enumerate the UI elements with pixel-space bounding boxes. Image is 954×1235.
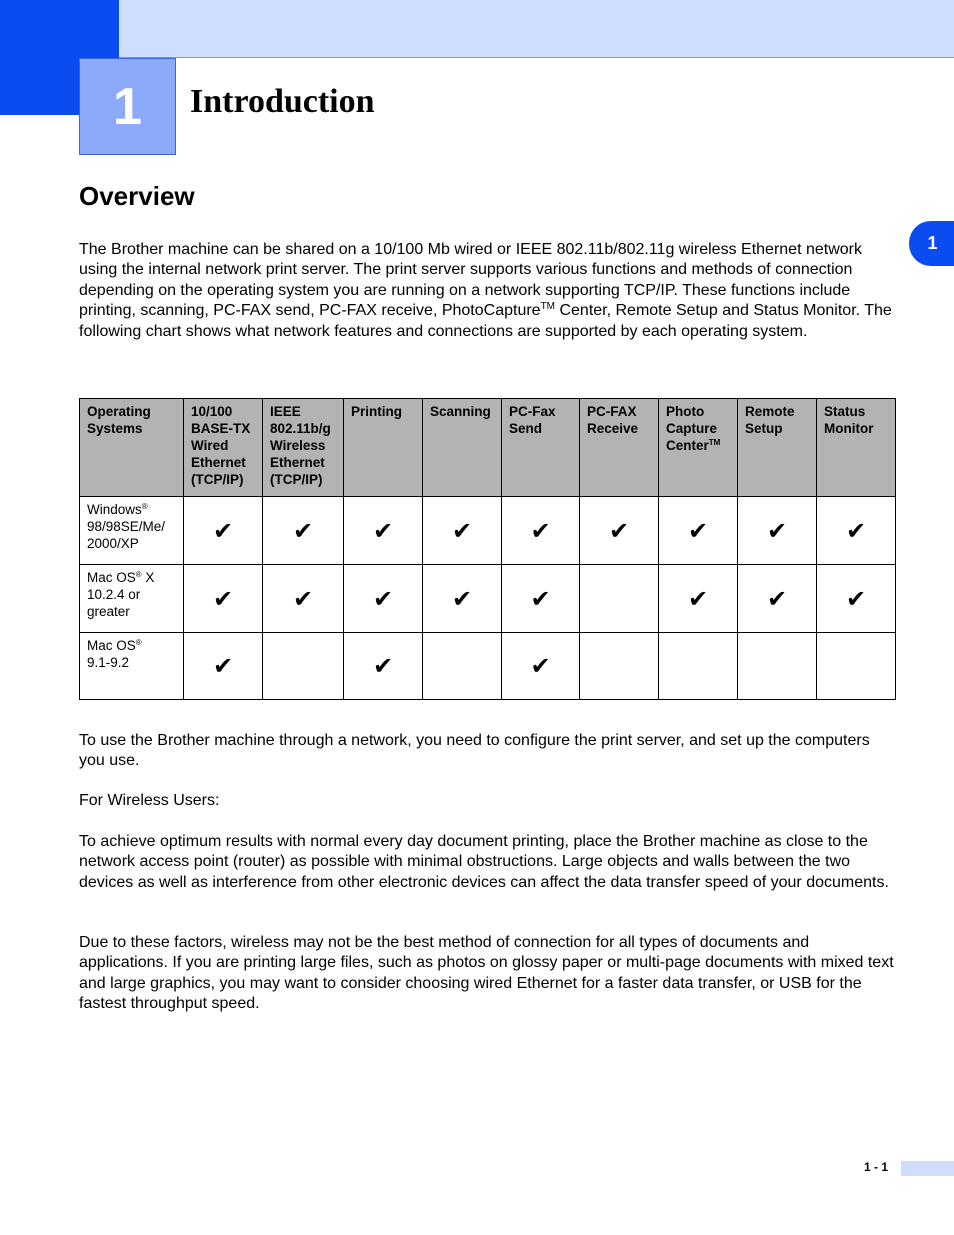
- chapter-number-box: [79, 58, 176, 155]
- table-row: [80, 497, 896, 565]
- check-mark-icon: ✔: [608, 516, 630, 545]
- photo-capture-label: Photo Capture Center: [666, 404, 718, 453]
- support-cell: [502, 497, 580, 565]
- intro-text-part1: The Brother machine can be shared on a 10/100 Mb wired or IEEE 802.11b/802.11g wireless Ethernet network using the internal network print server. The print server supports various functions and methods of connection depending on the operating system you are running on a network supporting TCP/IP. These functions include printing, scanning, PC-FAX send, PC-FAX receive, PhotoCapture: [79, 241, 862, 320]
- check-mark-icon: ✔: [845, 516, 867, 545]
- support-cell: [502, 633, 580, 700]
- support-cell: [738, 633, 817, 700]
- support-cell: [263, 497, 344, 565]
- footer-bar: [901, 1161, 954, 1176]
- check-mark-icon: ✔: [766, 584, 788, 613]
- network-features-table: [79, 398, 896, 700]
- table-row: [80, 633, 896, 700]
- check-mark-icon: ✔: [530, 516, 551, 545]
- registered-mark: ®: [135, 570, 142, 579]
- check-mark-icon: ✔: [530, 584, 551, 613]
- check-mark-icon: ✔: [530, 652, 551, 680]
- table-row: [80, 565, 896, 633]
- os-version: 9.1-9.2: [87, 655, 130, 670]
- check-mark-icon: ✔: [372, 516, 394, 545]
- support-cell: [817, 565, 896, 633]
- support-cell: [184, 633, 263, 700]
- side-tab-number: 1: [927, 233, 938, 253]
- support-cell: [659, 633, 738, 700]
- support-cell: [423, 633, 502, 700]
- wireless-users-heading: For Wireless Users:: [79, 792, 220, 809]
- check-mark-icon: ✔: [687, 584, 709, 613]
- support-cell: [580, 565, 659, 633]
- check-mark-icon: ✔: [212, 584, 234, 613]
- header-pcfax-receive: PC-FAX Receive: [580, 399, 659, 497]
- header-printing: Printing: [344, 399, 423, 497]
- support-cell: [263, 565, 344, 633]
- support-cell: [580, 633, 659, 700]
- support-cell: [344, 565, 423, 633]
- support-cell: [423, 565, 502, 633]
- header-wired-ethernet: 10/100 BASE-TX Wired Ethernet (TCP/IP): [184, 399, 263, 497]
- page-number: 1 - 1: [864, 1160, 889, 1174]
- support-cell: [580, 497, 659, 565]
- trademark-sup: TM: [540, 301, 556, 313]
- check-mark-icon: ✔: [292, 516, 314, 545]
- check-mark-icon: ✔: [687, 516, 709, 545]
- section-title: Overview: [79, 181, 195, 211]
- registered-mark: ®: [135, 638, 142, 647]
- chapter-side-tab: [909, 221, 954, 266]
- support-cell: [502, 565, 580, 633]
- registered-mark: ®: [141, 502, 148, 511]
- check-mark-icon: ✔: [292, 584, 314, 613]
- check-mark-icon: ✔: [212, 652, 234, 680]
- header-pcfax-send: PC-Fax Send: [502, 399, 580, 497]
- support-cell: [817, 497, 896, 565]
- support-cell: [263, 633, 344, 700]
- check-mark-icon: ✔: [372, 652, 394, 680]
- os-name: Windows: [87, 502, 142, 517]
- chapter-title: Introduction: [190, 83, 375, 120]
- check-mark-icon: ✔: [372, 584, 394, 613]
- support-cell: [184, 497, 263, 565]
- intro-paragraph: [79, 240, 894, 342]
- support-cell: [659, 565, 738, 633]
- header-remote-setup: Remote Setup: [738, 399, 817, 497]
- os-version: 98/98SE/Me/ 2000/XP: [87, 519, 166, 551]
- os-cell: [80, 565, 184, 633]
- wireless-placement-paragraph: To achieve optimum results with normal every day document printing, place the Brother machine as close to the network access point (router) as possible with minimal obstructions. Large objects and walls between the two devices as well as interference from other electronic devices can affect the data transfer speed of your documents.: [79, 833, 889, 891]
- header-status-monitor: Status Monitor: [817, 399, 896, 497]
- support-cell: [659, 497, 738, 565]
- support-cell: [817, 633, 896, 700]
- check-mark-icon: ✔: [212, 516, 234, 545]
- os-name: Mac OS: [87, 570, 136, 585]
- support-cell: [184, 565, 263, 633]
- wireless-factors-paragraph: Due to these factors, wireless may not be the best method of connection for all types of documents and applications. If you are printing large files, such as photos on glossy paper or multi-page documents with mixed text and large graphics, you may want to consider choosing wired Ethernet for a faster data transfer, or USB for the fastest throughput speed.: [79, 934, 894, 1013]
- header-wireless-ethernet: IEEE 802.11b/g Wireless Ethernet (TCP/IP): [263, 399, 344, 497]
- header-photo-capture-center: [659, 399, 738, 497]
- support-cell: [738, 497, 817, 565]
- support-cell: [423, 497, 502, 565]
- support-cell: [344, 497, 423, 565]
- os-name: Mac OS: [87, 638, 136, 653]
- intro-text-part2: Center, Remote Setup and Status Monitor. The following chart shows what network features and connections are supported by each operating system.: [79, 302, 892, 340]
- header-scanning: Scanning: [423, 399, 502, 497]
- support-cell: [738, 565, 817, 633]
- check-mark-icon: ✔: [845, 584, 867, 613]
- support-cell: [344, 633, 423, 700]
- check-mark-icon: ✔: [766, 516, 788, 545]
- os-cell: [80, 633, 184, 700]
- os-version: X 10.2.4 or greater: [87, 570, 155, 619]
- os-cell: [80, 497, 184, 565]
- header-operating-systems: Operating Systems: [80, 399, 184, 497]
- chapter-number: 1: [113, 77, 142, 136]
- setup-paragraph: To use the Brother machine through a network, you need to configure the print server, and set up the computers you use.: [79, 732, 870, 770]
- check-mark-icon: ✔: [451, 584, 473, 613]
- photo-capture-tm: TM: [708, 438, 721, 447]
- header-band: [119, 0, 954, 58]
- check-mark-icon: ✔: [451, 516, 473, 545]
